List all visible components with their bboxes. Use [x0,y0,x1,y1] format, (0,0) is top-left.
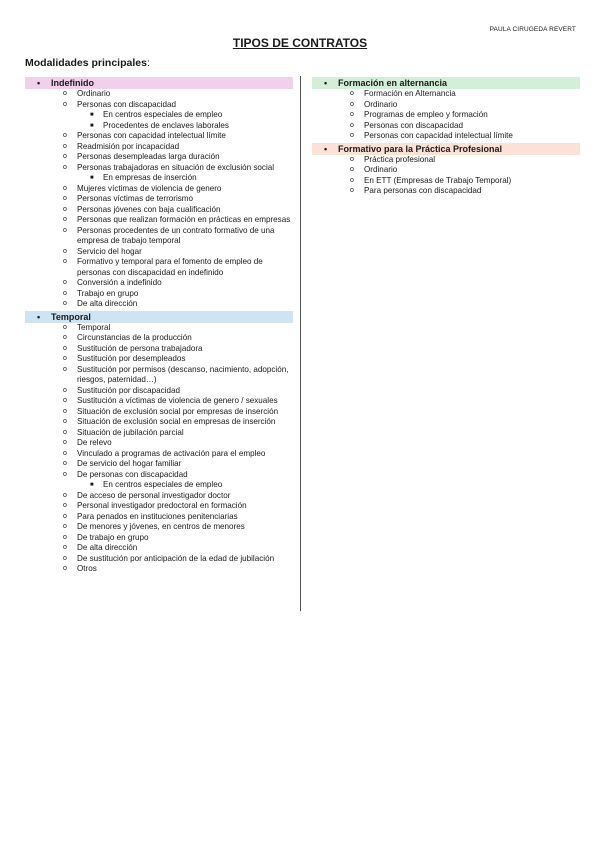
list-item [312,89,580,100]
list-item-text: Circunstancias de la producción [77,333,192,342]
list-item [312,131,580,142]
circle-bullet-icon: o [63,355,67,362]
list-item-text: Práctica profesional [364,154,436,164]
list-item [312,186,580,197]
sub-list-item-text: Procedentes de enclaves laborales [103,120,229,130]
list-item [25,152,293,163]
section-temporal [25,311,293,575]
circle-bullet-icon: o [63,279,67,286]
circle-bullet-icon: o [350,121,354,129]
circle-bullet-icon: o [63,365,67,373]
circle-bullet-icon: o [350,176,354,184]
sub-list-item-text: En centros especiales de empleo [103,480,223,489]
list-item [25,417,293,428]
section-indefinido [25,77,293,310]
section-title: Indefinido [51,78,94,88]
list-item-text: Personas con capacidad intelectual límite [364,131,513,140]
circle-bullet-icon: o [63,132,67,139]
list-item [25,278,293,289]
list-item [25,522,293,533]
list-item-text: Conversión a indefinido [77,278,162,287]
list-item-text: De trabajo en grupo [77,532,149,542]
list-item [312,176,580,187]
list-item [312,110,580,121]
sub-list-item [25,480,293,491]
circle-bullet-icon: o [63,418,67,425]
list-item [25,163,293,174]
list-item-text: Situación de exclusión social por empresas de inserción [77,406,279,416]
list-item-text: Otros [77,564,97,573]
section-heading [25,77,293,89]
list-item [25,554,293,565]
circle-bullet-icon: o [63,512,67,520]
circle-bullet-icon: o [63,90,67,97]
list-item [25,100,293,111]
list-item [25,470,293,481]
list-item-text: Personas trabajadoras en situación de exclusión social [77,162,275,172]
list-item-text: Personas víctimas de terrorismo [77,194,194,203]
list-item [25,354,293,365]
bullet-icon: • [37,311,41,322]
subtitle-colon: : [146,57,150,69]
list-item [25,131,293,142]
list-item-text: Readmisión por incapacidad [77,141,180,151]
square-bullet-icon: ■ [90,482,94,488]
circle-bullet-icon: o [63,205,67,213]
list-item [25,344,293,355]
circle-bullet-icon: o [63,449,67,457]
circle-bullet-icon: o [63,100,67,108]
circle-bullet-icon: o [63,554,67,562]
circle-bullet-icon: o [63,386,67,394]
list-item-text: De sustitución por anticipación de la edad de jubilación [77,553,275,563]
list-item-text: De menores y jóvenes, en centros de menores [77,522,245,531]
list-item-text: Sustitución por discapacidad [77,385,181,395]
list-item [25,386,293,397]
list-item-text: Situación de exclusión social en empresas de inserción [77,417,276,426]
list-item [25,396,293,407]
list-item-text: Para personas con discapacidad [364,186,482,195]
column-divider [300,76,301,611]
list-item-text: Vinculado a programas de activación para el empleo [77,448,266,458]
list-item-text: Sustitución por permisos (descanso, nacimiento, adopción, riesgos, paternidad…) [77,364,289,384]
list-item-text: Temporal [77,322,111,332]
list-item-text: Mujeres víctimas de violencia de genero [77,183,222,193]
list-item [25,247,293,258]
circle-bullet-icon: o [63,397,67,404]
bullet-icon: • [37,78,41,88]
section-formacion-en-alternancia [312,77,580,142]
list-item [25,215,293,226]
bullet-icon: • [324,143,328,154]
circle-bullet-icon: o [63,163,67,171]
section-title: Formativo para la Práctica Profesional [338,143,503,154]
list-item-text: Personas jóvenes con baja cualificación [77,204,221,214]
list-item [312,155,580,166]
list-item-text: Personas procedentes de un contrato formativo de una empresa de trabajo temporal [77,225,275,245]
list-item [25,564,293,575]
list-item [25,226,293,247]
list-item [312,165,580,176]
circle-bullet-icon: o [350,100,354,108]
list-item [25,194,293,205]
list-item-text: De alta dirección [77,543,138,552]
list-item [25,449,293,460]
list-item [25,459,293,470]
circle-bullet-icon: o [350,111,354,118]
list-item-text: De alta dirección [77,299,138,308]
square-bullet-icon: ■ [90,112,94,118]
circle-bullet-icon: o [63,428,67,436]
list-item [25,428,293,439]
list-item [25,438,293,449]
sub-list-item [25,173,293,184]
list-item-text: Ordinario [364,99,398,109]
list-item [25,543,293,554]
section-heading [312,77,580,89]
list-item-text: Sustitución por desempleados [77,354,186,363]
list-item-text: Personas con discapacidad [77,99,176,109]
list-item-text: Formativo y temporal para el fomento de empleo de personas con discapacidad en indefinido [77,257,263,277]
list-item-text: Formación en Alternancia [364,89,456,98]
list-item [312,100,580,111]
list-item [25,512,293,523]
list-item [25,299,293,310]
list-item-text: Programas de empleo y formación [364,110,488,119]
circle-bullet-icon: o [350,155,354,163]
section-title: Formación en alternancia [338,78,448,88]
list-item-text: Personas con capacidad intelectual límite [77,131,226,140]
square-bullet-icon: ■ [90,122,94,129]
sub-list-item [25,110,293,121]
circle-bullet-icon: o [63,523,67,530]
circle-bullet-icon: o [63,258,67,265]
list-item [312,121,580,132]
circle-bullet-icon: o [63,226,67,234]
page-title: TIPOS DE CONTRATOS [232,36,368,50]
section-heading [25,311,293,323]
list-item [25,533,293,544]
list-item-text: Personas que realizan formación en prácticas en empresas [77,215,291,224]
list-item [25,289,293,300]
list-item-text: Personas con discapacidad [364,120,463,130]
list-item-text: De acceso de personal investigador doctor [77,490,231,500]
list-item-text: Trabajo en grupo [77,288,139,298]
sub-list-item [25,121,293,132]
circle-bullet-icon: o [63,470,67,478]
list-item [25,491,293,502]
bullet-icon: • [324,78,328,88]
section-formativo-para-la-practica-profesional [312,143,580,197]
circle-bullet-icon: o [63,334,67,341]
circle-bullet-icon: o [63,544,67,551]
list-item-text: De relevo [77,438,112,447]
circle-bullet-icon: o [63,565,67,572]
list-item-text: Personas desempleadas larga duración [77,152,220,161]
circle-bullet-icon: o [350,132,354,139]
list-item-text: Situación de jubilación parcial [77,427,184,437]
list-item-text: De servicio del hogar familiar [77,459,182,468]
list-item-text: Ordinario [77,89,111,98]
list-item [25,323,293,334]
list-item [25,184,293,195]
circle-bullet-icon: o [63,460,67,467]
square-bullet-icon: ■ [90,175,94,181]
circle-bullet-icon: o [63,300,67,307]
circle-bullet-icon: o [63,407,67,415]
circle-bullet-icon: o [63,502,67,509]
list-item [25,407,293,418]
circle-bullet-icon: o [63,323,67,331]
section-title: Temporal [51,311,91,322]
list-item-text: Ordinario [364,165,398,174]
subtitle-text: Modalidades principales [25,57,147,69]
list-item-text: Sustitución de persona trabajadora [77,343,203,353]
circle-bullet-icon: o [63,216,67,223]
circle-bullet-icon: o [63,153,67,160]
right-column [312,77,580,198]
circle-bullet-icon: o [63,491,67,499]
circle-bullet-icon: o [63,184,67,192]
circle-bullet-icon: o [350,187,354,194]
circle-bullet-icon: o [63,439,67,446]
section-subtitle [25,57,150,69]
list-item [25,257,293,278]
list-item [25,501,293,512]
left-column [25,77,293,576]
list-item [25,205,293,216]
list-item-text: Personal investigador predoctoral en formación [77,501,247,510]
sub-list-item-text: En empresas de inserción [103,173,197,182]
circle-bullet-icon: o [350,166,354,173]
list-item [25,333,293,344]
circle-bullet-icon: o [63,195,67,202]
list-item-text: Sustitución a víctimas de violencia de genero / sexuales [77,396,278,405]
list-item-text: De personas con discapacidad [77,469,188,479]
section-heading [312,143,580,155]
list-item [25,89,293,100]
circle-bullet-icon: o [63,142,67,150]
sub-list-item-text: En centros especiales de empleo [103,110,223,119]
author-name: PAULA CIRUGEDA REVERT [489,26,576,33]
circle-bullet-icon: o [350,90,354,97]
circle-bullet-icon: o [63,533,67,541]
circle-bullet-icon: o [63,247,67,255]
list-item-text: En ETT (Empresas de Trabajo Temporal) [364,175,512,185]
list-item-text: Servicio del hogar [77,246,142,256]
circle-bullet-icon: o [63,289,67,297]
list-item [25,142,293,153]
list-item-text: Para penados en instituciones penitenciarias [77,511,238,521]
circle-bullet-icon: o [63,344,67,352]
list-item [25,365,293,386]
